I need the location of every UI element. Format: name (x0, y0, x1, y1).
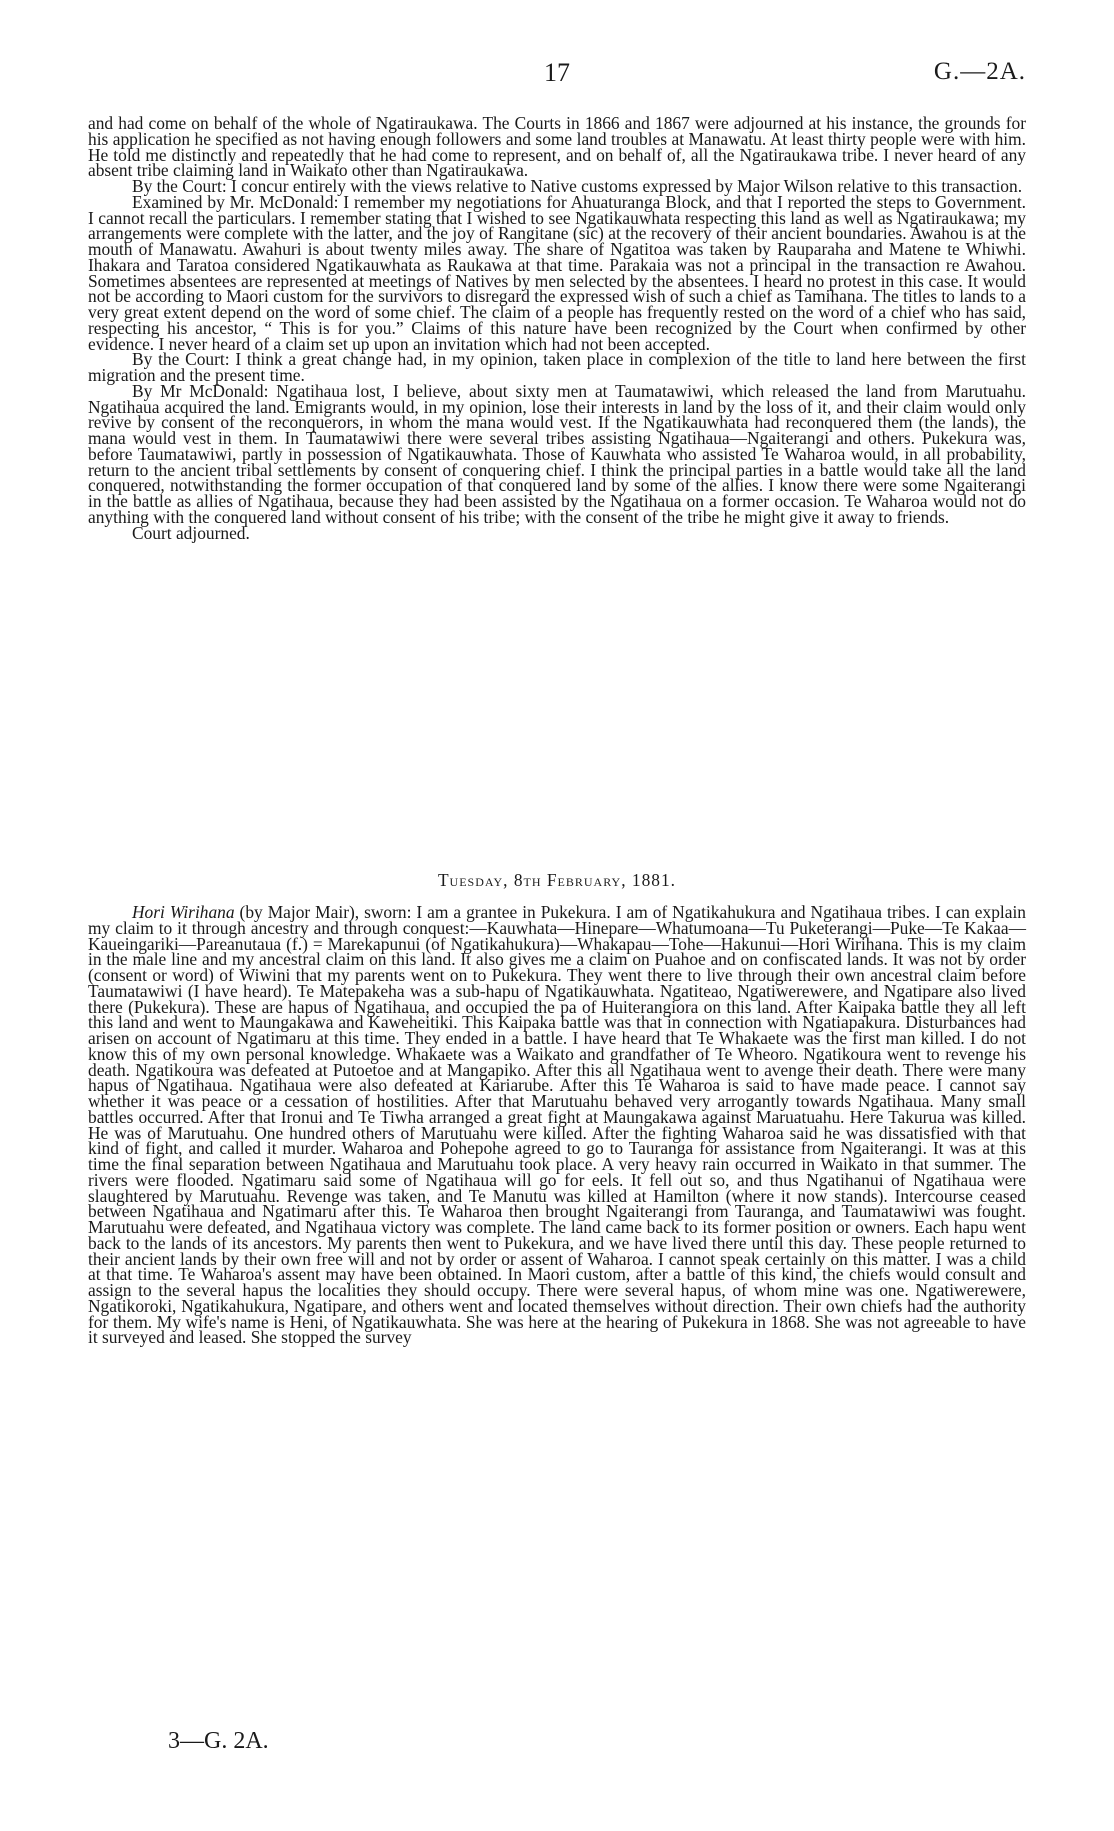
page-number: 17 (544, 58, 570, 87)
court-adjourned: Court adjourned. (132, 522, 250, 543)
paragraph: and had come on behalf of the whole of Ngatiraukawa. The Courts in 1866 and 1867 were adjourned at his instance, the grounds for his application he specified as not having enough followers and some land troubles at Manawatu. At least thirty people were with him. He told me distinctly and repeatedly that he had come to represent, and on behalf of, all the Ngatiraukawa tribe. I never heard of any absent tribe claiming land in Waikato other than Ngatiraukawa. (88, 113, 1026, 181)
page-header (88, 58, 1026, 92)
date-heading: Tuesday, 8th February, 1881. (437, 870, 677, 890)
evidence-section-2 (88, 902, 1026, 1348)
paragraph: By Mr McDonald: Ngatihaua lost, I believe, about sixty men at Taumatawiwi, which released the land from Marutuahu. Ngatihaua acquired the land. Emigrants would, in my opinion, lose their interests in land by the loss of it, and their claim would only revive by consent of the reconquerors, in whom the mana would vest. If the Ngatikauwhata had reconquered them (the lands), the mana would vest in them. In Taumatawiwi there were several tribes assisting Ngatihaua—Ngaiterangi and others. Pukekura was, before Taumatawiwi, partly in possession of Ngatikauwhata. Those of Kauwhata who assisted Te Waharoa would, in all probability, return to the ancient tribal settlements by consent of conquering chief. I think the principal parties in a battle would take all the land conquered, notwithstanding the former occupation of that conquered land by some of the allies. I know there were some Ngaiterangi in the battle as allies of Ngatihaua, because they had been assisted by the Ngatihaua on a former occasion. Te Waharoa would not do anything with the conquered land without consent of his tribe; with the consent of the tribe he might give it away to friends. (88, 380, 1026, 527)
paragraph: By the Court: I concur entirely with the views relative to Native customs expressed by Major Wilson relative to this transaction. (132, 176, 1023, 196)
testimony-text: (by Major Mair), sworn: I am a grantee in Pukekura. I am of Ngatikahukura and Ngatihaua tribes. I can explain my claim to it through ancestry and through conquest:—Kauwhata—Hinepare—Whatumoana—Tu Puketerangi—Puke—Te Kakaa—Kaueingariki—Pareanutaua (f.) = Marekapunui (of Ngatikahukura)—Whakapau—Tohe—Hakunui—Hori Wirihana. This is my claim in the male line and my ancestral claim on this land. It also gives me a claim on Puahoe and on confiscated lands. It was not by order (consent or word) of Wiwini that my parents went on to Pukekura. They went there to live through their own ancestral claim before Taumatawiwi (I have heard). Te Matepakeha was a sub-hapu of Ngatikauwhata. Ngatiteao, Ngatiwerewere, and Ngatipare also lived there (Pukekura). These are hapus of Ngatihaua, and occupied the pa of Huiterangiora on this land. After Kaipaka battle they all left this land and went to Maungakawa and Kaweheitiki. This Kaipaka battle was that in connection with Ngatiapakura. Disturbances had arisen on account of Ngatimaru at this time. They ended in a battle. I have heard that Te Whakaete was the first man killed. I do not know this of my own personal knowledge. Whakaete was a Waikato and grandfather of Te Wheoro. Ngatikoura went to revenge his death. Ngatikoura was defeated at Putoetoe and at Mangapiko. After this all Ngatihaua went to avenge their death. There were many hapus of Ngatihaua. Ngatihaua were also defeated at Kariarube. After this Te Waharoa is said to have made peace. I cannot say whether it was peace or a cessation of hostilities. After that Marutuahu behaved very arrogantly towards Ngatihaua. Many small battles occurred. After that Ironui and Te Tiwha arranged a great fight at Maungakawa against Maruatuahu. Here Takurua was killed. He was of Marutuahu. One hundred others of Marutuahu were killed. After the fighting Waharoa said he was dissatisfied with that kind of fight, and called it murder. Waharoa and Pohepohe agreed to go to Tauranga for assistance from Ngaiterangi. It was at this time the final separation between Ngatihaua and Marutuahu took place. A very heavy rain occurred in Waikato in that summer. The rivers were flooded. Ngatimaru said some of Ngatihaua will go for eels. It fell out so, and thus Ngatihanui of Ngatihaua were slaughtered by Marutuahu. Revenge was taken, and Te Manutu was killed at Hamilton (where it now stands). Intercourse ceased between Ngatihaua and Ngatimaru after this. Te Waharoa then brought Ngaiterangi from Tauranga, and Taumatawiwi was fought. Marutuahu were defeated, and Ngatihaua victory was complete. The land came back to its former position or owners. Each hapu went back to the lands of its ancestors. My parents then went to Pukekura, and we have lived there until this day. These people returned to their ancient lands by their own free will and not by order or assent of Waharoa. I cannot speak certainly on this matter. I was a child at that time. Te Waharoa's assent may have been obtained. In Maori custom, after a battle of this kind, the chiefs would consult and assign to the several hapus the localities they should occupy. There were several hapus, of whom mine was one. Ngatiwerewere, Ngatikoroki, Ngatikahukura, Ngatipare, and others went and located themselves without direction. Their own chiefs had the authority for them. My wife's name is Heni, of Ngatikauwhata. She was here at the hearing of Pukekura in 1868. She was not agreeable to have it surveyed and leased. She stopped the survey (88, 902, 1026, 1348)
document-reference: G.—2A. (933, 58, 1026, 85)
signature-mark: 3—G. 2A. (168, 1728, 269, 1754)
paragraph: Examined by Mr. McDonald: I remember my negotiations for Ahuaturanga Block, and that I reported the steps to Government. I cannot recall the particulars. I remember stating that I wished to see Ngatikauwhata respecting this land as well as Ngatiraukawa; my arrangements were complete with the latter, and the joy of Rangitane (sic) at the recovery of their ancient boundaries. Awahou is at the mouth of Manawatu. Awahuri is about twenty miles away. The share of Ngatitoa was taken by Rauparaha and Matene te Whiwhi. Ihakara and Taratoa considered Ngatikauwhata as Raukawa at that time. Parakaia was not a principal in the transaction re Awahou. Sometimes absentees are represented at meetings of Natives by men selected by the absentees. I heard no protest in this case. It would not be according to Maori custom for the survivors to disregard the expressed wish of such a chief as Tamihana. The titles to lands to a very great extent depend on the word of some chief. The claim of a people has frequently rested on the word of a chief who has said, respecting his ancestor, “ This is for you.” Claims of this nature have been recognized by the Court when confirmed by other evidence. I never heard of a claim set up upon an invitation which had not been accepted. (88, 191, 1026, 354)
paragraph (88, 902, 1026, 1348)
paragraph: By the Court: I think a great change had, in my opinion, taken place in complexion of the title to land here between the first migration and the present time. (88, 349, 1026, 385)
evidence-section-1 (88, 113, 1026, 543)
witness-name: Hori Wirihana (132, 902, 235, 922)
